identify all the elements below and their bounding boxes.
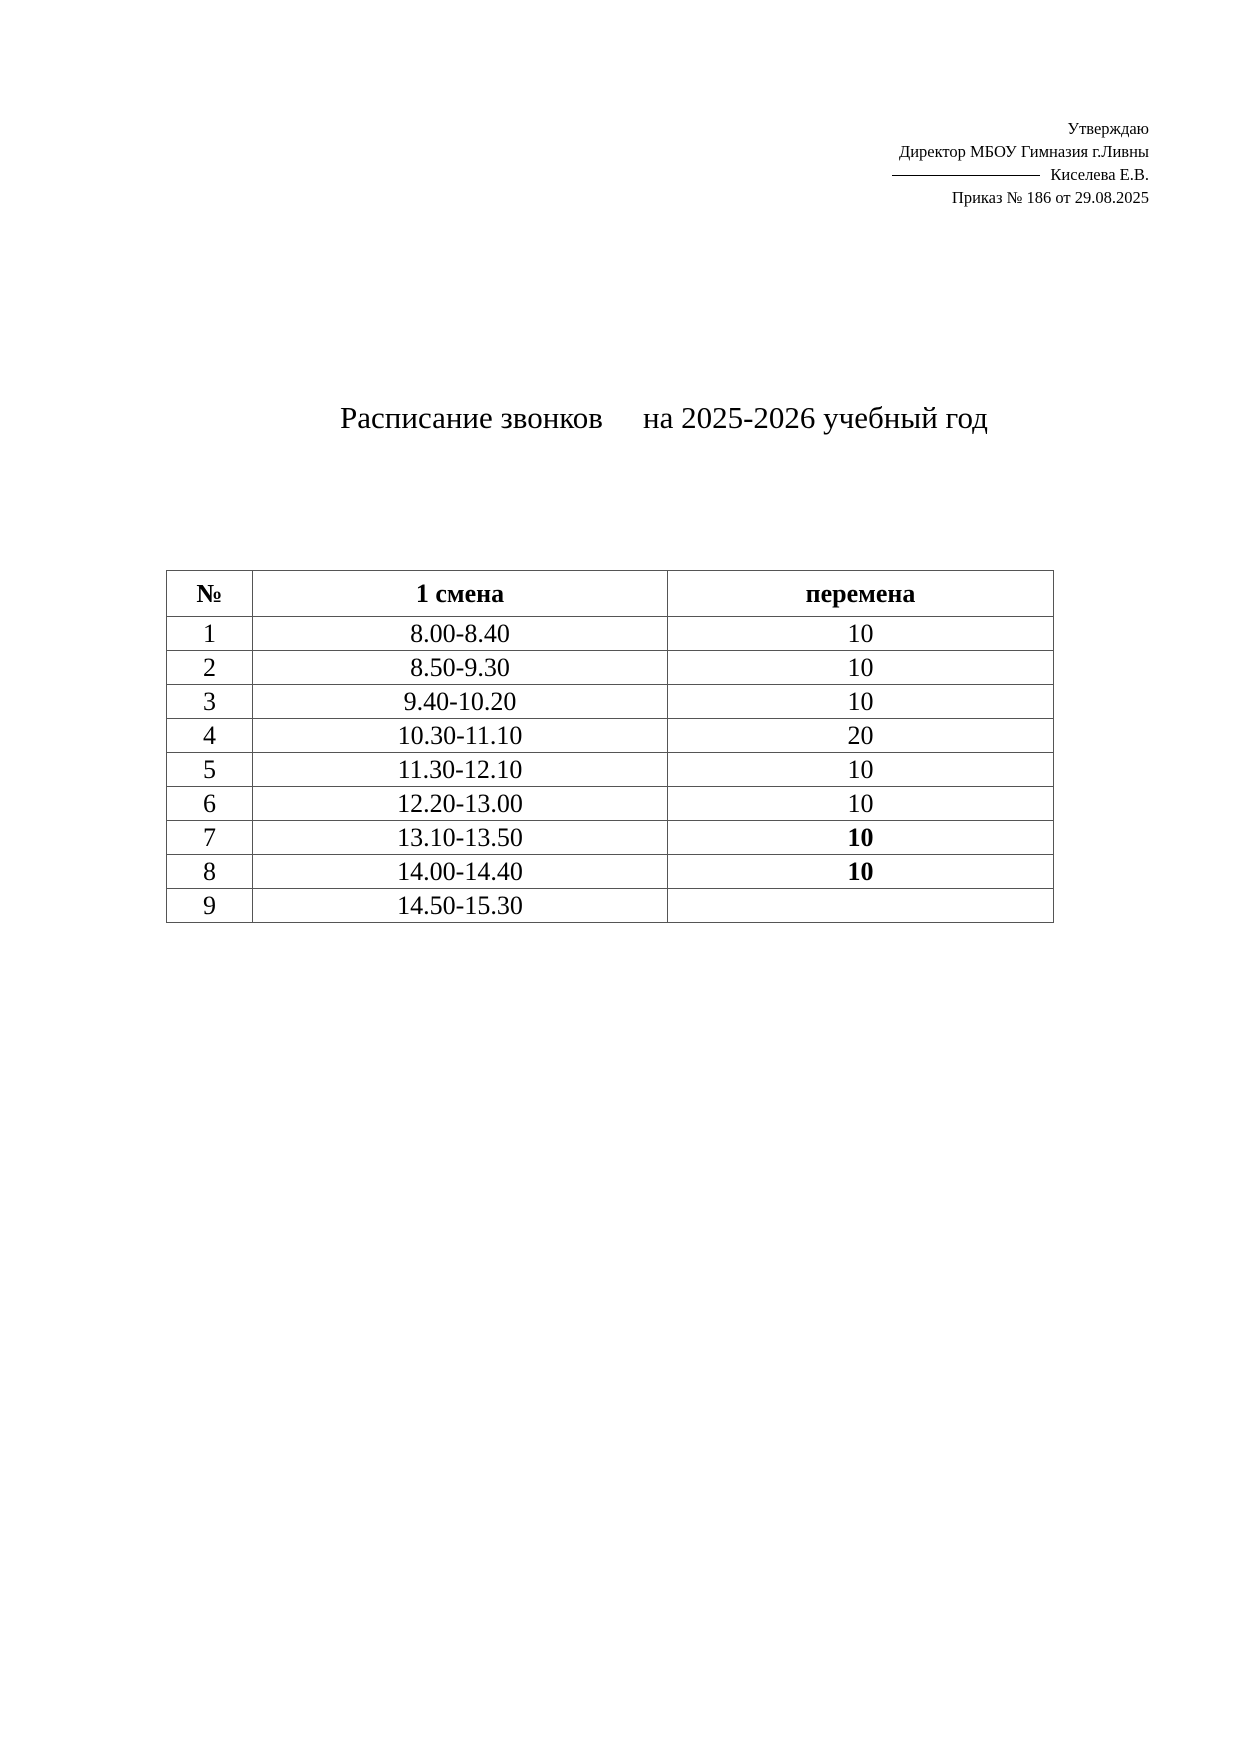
table-row xyxy=(167,821,1054,855)
break-duration: 10 xyxy=(668,855,1054,889)
break-duration: 10 xyxy=(668,753,1054,787)
approval-signature xyxy=(892,163,1149,186)
page-title xyxy=(0,398,1240,438)
header-break: перемена xyxy=(668,571,1054,617)
lesson-num: 5 xyxy=(167,753,253,787)
lesson-num: 2 xyxy=(167,651,253,685)
header-num: № xyxy=(167,571,253,617)
title-main: Расписание звонков xyxy=(340,400,603,435)
approval-name: Киселева Е.В. xyxy=(1050,165,1149,184)
lesson-num: 4 xyxy=(167,719,253,753)
break-duration: 10 xyxy=(668,787,1054,821)
break-duration: 10 xyxy=(668,617,1054,651)
break-duration: 10 xyxy=(668,685,1054,719)
table-row xyxy=(167,787,1054,821)
table-row xyxy=(167,685,1054,719)
table-row xyxy=(167,753,1054,787)
lesson-time: 8.50-9.30 xyxy=(253,651,668,685)
break-duration: 10 xyxy=(668,651,1054,685)
lesson-time: 8.00-8.40 xyxy=(253,617,668,651)
break-duration: 20 xyxy=(668,719,1054,753)
lesson-num: 9 xyxy=(167,889,253,923)
approval-block xyxy=(892,117,1149,209)
lesson-num: 3 xyxy=(167,685,253,719)
lesson-num: 8 xyxy=(167,855,253,889)
approval-heading: Утверждаю xyxy=(1067,119,1149,138)
lesson-time: 13.10-13.50 xyxy=(253,821,668,855)
approval-director: Директор МБОУ Гимназия г.Ливны xyxy=(898,142,1149,161)
table-row xyxy=(167,855,1054,889)
table-row xyxy=(167,719,1054,753)
lesson-time: 11.30-12.10 xyxy=(253,753,668,787)
table-row xyxy=(167,617,1054,651)
lesson-num: 1 xyxy=(167,617,253,651)
table-row xyxy=(167,651,1054,685)
lesson-time: 14.50-15.30 xyxy=(253,889,668,923)
break-duration: 10 xyxy=(668,821,1054,855)
title-year: на 2025-2026 учебный год xyxy=(643,400,988,435)
lesson-time: 10.30-11.10 xyxy=(253,719,668,753)
lesson-num: 7 xyxy=(167,821,253,855)
header-shift: 1 смена xyxy=(253,571,668,617)
break-duration xyxy=(668,889,1054,923)
table-header-row xyxy=(167,571,1054,617)
lesson-num: 6 xyxy=(167,787,253,821)
lesson-time: 9.40-10.20 xyxy=(253,685,668,719)
approval-order: Приказ № 186 от 29.08.2025 xyxy=(951,188,1149,207)
lesson-time: 14.00-14.40 xyxy=(253,855,668,889)
table-row xyxy=(167,889,1054,923)
signature-line xyxy=(892,175,1040,176)
bell-schedule-table xyxy=(166,570,1054,923)
lesson-time: 12.20-13.00 xyxy=(253,787,668,821)
